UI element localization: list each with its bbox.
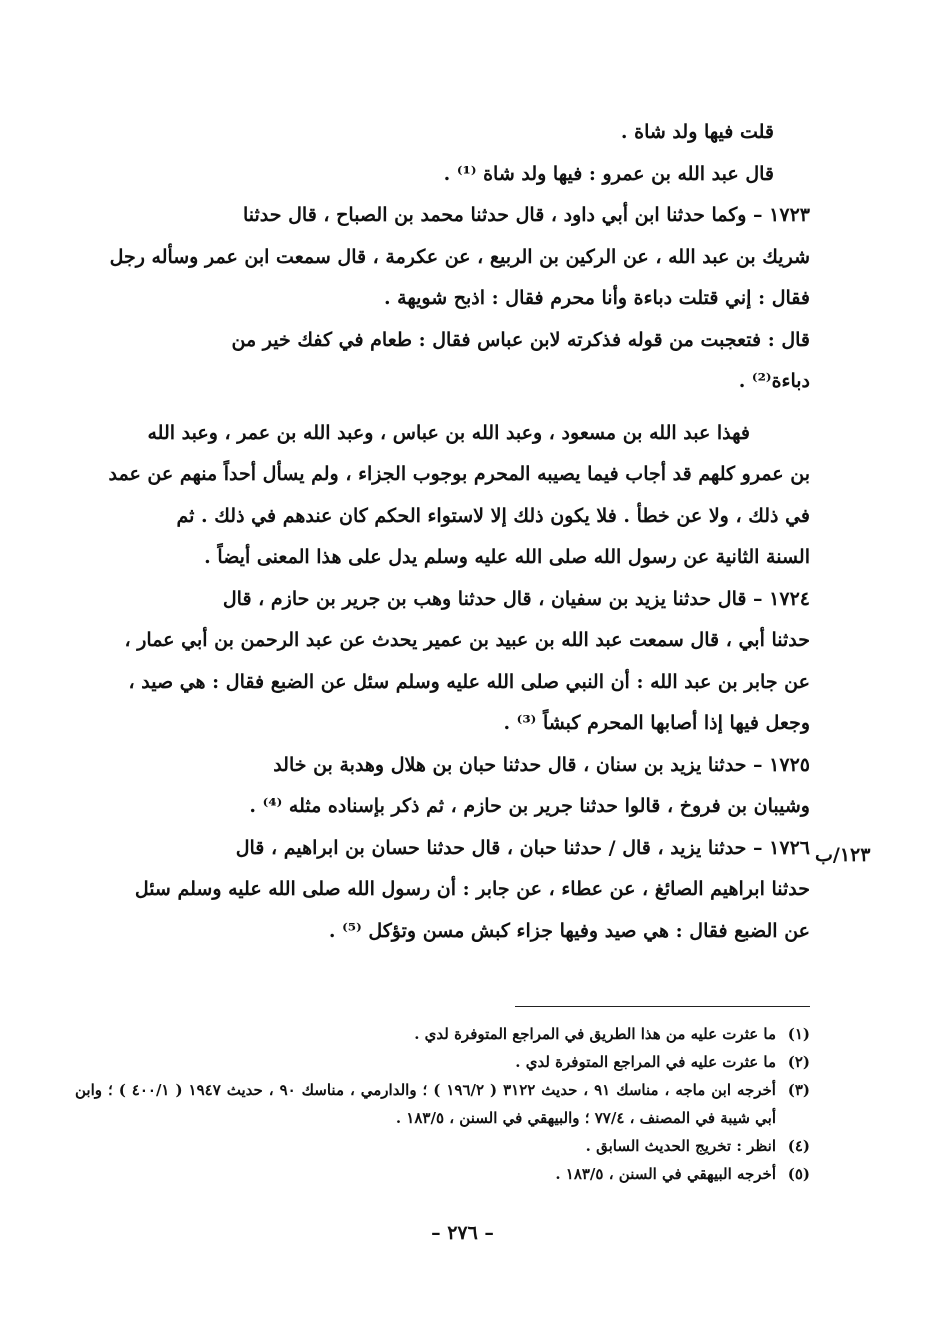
footnote-number: (٣) bbox=[787, 1081, 810, 1099]
footnote-text: ما عثرت عليه من هذا الطريق في المراجع المتوفرة لدي . bbox=[414, 1025, 776, 1043]
text-line: شريك بن عبد الله ، عن الركين بن الربيع ، عن عكرمة ، قال سمعت ابن عمر وسأله رجل bbox=[109, 245, 810, 268]
text-line: قال : فتعجبت من قوله فذكرته لابن عباس فقال : طعام في كفك خير من bbox=[231, 328, 810, 351]
text-line: قلت فيها ولد شاة . bbox=[620, 121, 774, 143]
text-line: عن الضبع فقال : هي صيد وفيها جزاء كبش مسن وتؤكل ⁽⁵⁾ . bbox=[328, 919, 810, 942]
footnote-number: (١) bbox=[787, 1025, 810, 1043]
footnote bbox=[75, 1160, 810, 1188]
paragraph-gap bbox=[75, 403, 810, 413]
text-line: عن جابر بن عبد الله : أن النبي صلى الله عليه وسلم سئل عن الضبع فقال : هي صيد ، bbox=[128, 670, 810, 693]
text-line: ١٧٢٥ – حدثنا يزيد بن سنان ، قال حدثنا حبان بن هلال وهدبة بن خالد bbox=[273, 753, 810, 776]
text-line: دباءة⁽²⁾ . bbox=[738, 370, 810, 392]
footnote-number: (٤) bbox=[787, 1137, 810, 1155]
text-line: ١٧٢٤ – قال حدثنا يزيد بن سفيان ، قال حدثنا وهب بن جرير بن حازم ، قال bbox=[222, 587, 810, 610]
page-number: – ٢٧٦ – bbox=[431, 1222, 494, 1244]
footnote-number: (٥) bbox=[787, 1165, 810, 1183]
text-line: وشيبان بن فروخ ، قالوا حدثنا جرير بن حازم ، ثم ذكر بإسناده مثله ⁽⁴⁾ . bbox=[249, 795, 810, 817]
footnote-text: ما عثرت عليه في المراجع المتوفرة لدي . bbox=[515, 1053, 776, 1071]
text-line: فهذا عبد الله بن مسعود ، وعبد الله بن عباس ، وعبد الله بن عمر ، وعبد الله bbox=[147, 421, 750, 444]
footnote-number: (٢) bbox=[787, 1053, 810, 1071]
text-line: السنة الثانية عن رسول الله صلى الله عليه وسلم يدل على هذا المعنى أيضاً . bbox=[204, 546, 810, 568]
footnote bbox=[75, 1048, 810, 1076]
text-line: ١٧٢٣ – وكما حدثنا ابن أبي داود ، قال حدثنا محمد بن الصباح ، قال حدثنا bbox=[242, 204, 810, 226]
footnote-text: انظر : تخريج الحديث السابق . bbox=[585, 1137, 776, 1155]
text-line: في ذلك ، ولا عن خطأ . فلا يكون ذلك إلا لاستواء الحكم كان عندهم في ذلك . ثم bbox=[176, 504, 810, 527]
main-text-block bbox=[75, 112, 810, 952]
footnote bbox=[75, 1076, 810, 1132]
text-line: حدثنا ابراهيم الصائغ ، عن عطاء ، عن جابر : أن رسول الله صلى الله عليه وسلم سئل bbox=[134, 878, 810, 900]
text-line: فقال : إني قتلت دباءة وأنا محرم فقال : اذبح شويهة . bbox=[383, 287, 810, 309]
footnotes-block bbox=[75, 1020, 810, 1188]
footnote bbox=[75, 1132, 810, 1160]
folio-margin-note: ١٢٣/ب bbox=[815, 844, 871, 866]
footnote bbox=[75, 1020, 810, 1048]
text-line: بن عمرو كلهم قد أجاب فيما يصيبه المحرم بوجوب الجزاء ، ولم يسأل أحداً منهم عن عمد bbox=[108, 463, 810, 485]
text-line: حدثنا أبي ، قال سمعت عبد الله بن عبيد بن عمير يحدث عن عبد الرحمن بن أبي عمار ، bbox=[124, 629, 810, 651]
text-line: ١٧٢٦ – حدثنا يزيد ، قال / حدثنا حبان ، قال حدثنا حسان بن ابراهيم ، قال bbox=[235, 836, 810, 859]
footnote-divider bbox=[515, 1006, 810, 1007]
footnote-text: أخرجه ابن ماجه ، مناسك ٩١ ، حديث ٣١٢٢ ( ١٩٦/٢ ) ؛ والدارمي ، مناسك ٩٠ ، حديث ١٩٤٧ ( ٤٠٠/١ ) ؛ وابن أبي شيبة في المصنف ، ٧٧/٤ ؛ والبيهقي في السنن ، ١٨٣/٥ . bbox=[75, 1081, 776, 1127]
footnote-text: أخرجه البيهقي في السنن ، ١٨٣/٥ . bbox=[555, 1165, 776, 1183]
text-line: قال عبد الله بن عمرو : فيها ولد شاة ⁽¹⁾ . bbox=[443, 162, 774, 185]
text-line: وجعل فيها إذا أصابها المحرم كبشاً ⁽³⁾ . bbox=[503, 712, 810, 734]
